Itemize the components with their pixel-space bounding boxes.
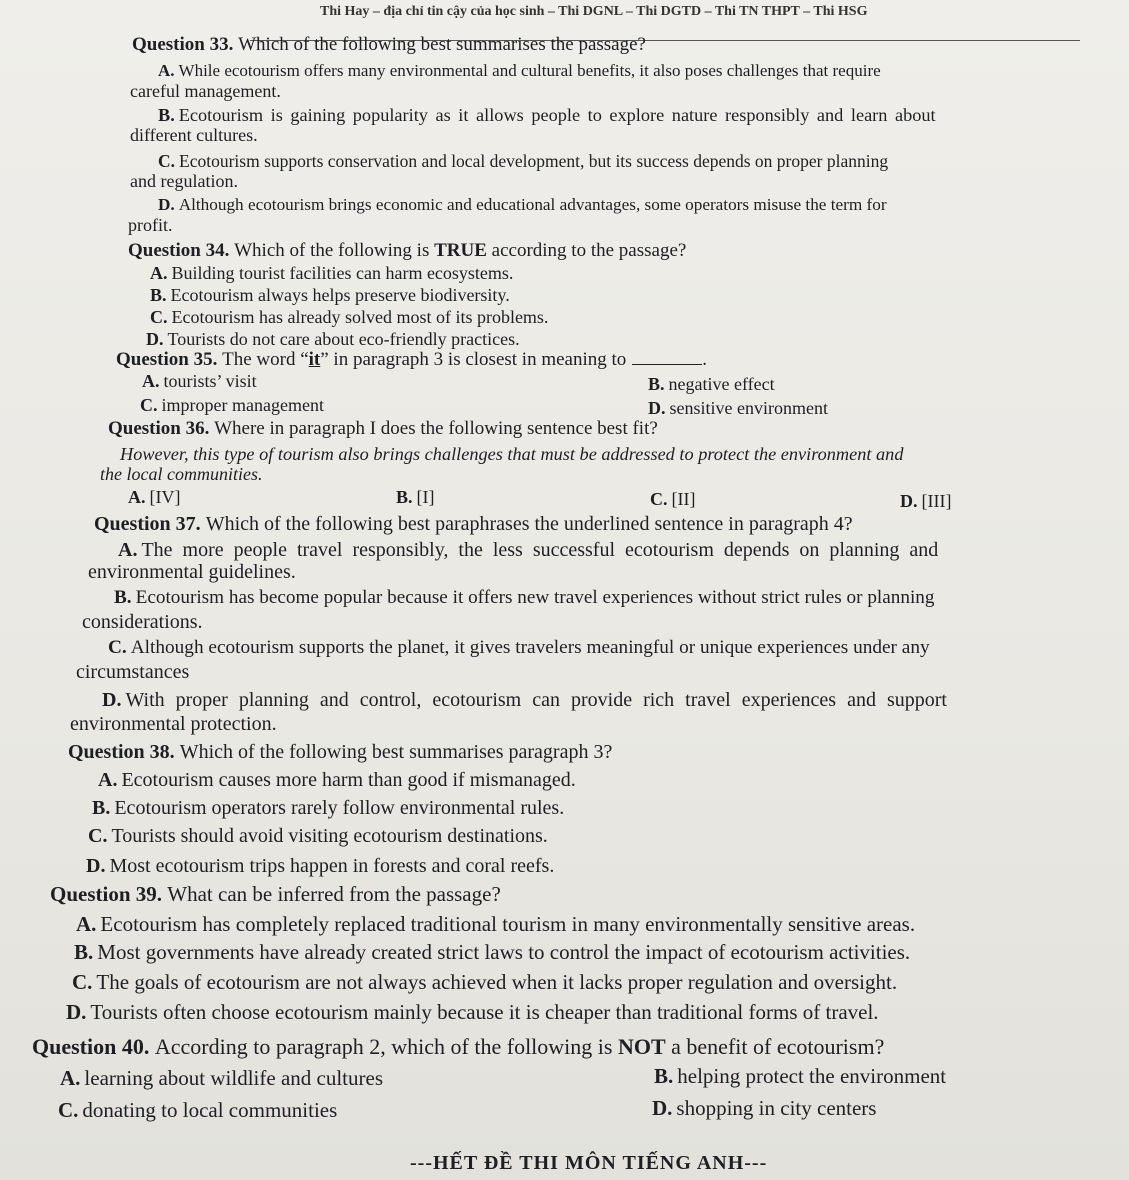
option-39d: D. Tourists often choose ecotourism mainly because it is cheaper than traditional forms of travel.	[66, 1000, 879, 1024]
option-33d-cont: profit.	[128, 215, 173, 235]
question-text: Where in paragraph I does the following sentence best fit?	[214, 418, 658, 439]
option-36d: D. [III]	[900, 491, 952, 511]
question-label: Question 40.	[32, 1034, 150, 1059]
option-33b: B. Ecotourism is gaining popularity as it allows people to explore nature responsibly and learn about	[158, 105, 936, 125]
question-34: Question 34. Which of the following is TRUE according to the passage?	[128, 240, 687, 261]
option-40b: B. helping protect the environment	[654, 1064, 947, 1088]
option-38d: D. Most ecotourism trips happen in forests and coral reefs.	[86, 855, 555, 877]
question-33	[132, 34, 646, 56]
option-35a: A. tourists’ visit	[142, 371, 257, 391]
option-40a: A. learning about wildlife and cultures	[60, 1066, 383, 1090]
question-40: Question 40. According to paragraph 2, which of the following is NOT a benefit of ecotourism?	[32, 1034, 885, 1059]
option-35b: B. negative effect	[648, 374, 775, 394]
option-37b-cont: considerations.	[82, 611, 203, 633]
option-38a: A. Ecotourism causes more harm than good if mismanaged.	[98, 769, 576, 791]
page-header: Thi Hay – địa chỉ tin cậy của học sinh – Thi DGNL – Thi DGTD – Thi TN THPT – Thi HSG	[320, 4, 868, 19]
question-label: Question 38.	[68, 741, 175, 763]
option-37a: A. The more people travel responsibly, the less successful ecotourism depends on planning and	[118, 539, 939, 561]
option-33c: C. Ecotourism supports conservation and local development, but its success depends on proper planning	[158, 151, 889, 171]
option-33a-cont: careful management.	[130, 81, 281, 101]
answer-blank	[632, 348, 702, 365]
option-33c-cont: and regulation.	[130, 171, 238, 191]
question-label: Question 36.	[108, 418, 210, 439]
question-text: Which of the following best paraphrases the underlined sentence in paragraph 4?	[205, 513, 853, 535]
option-40c: C. donating to local communities	[58, 1098, 338, 1122]
option-40d: D. shopping in city centers	[652, 1096, 877, 1120]
question-label: Question 34.	[128, 240, 230, 261]
question-text: What can be inferred from the passage?	[167, 882, 501, 906]
option-35d: D. sensitive environment	[648, 398, 828, 418]
option-37d-cont: environmental protection.	[70, 713, 277, 735]
option-39a: A. Ecotourism has completely replaced traditional tourism in many environmentally sensitive areas.	[76, 912, 916, 936]
option-37c: C. Although ecotourism supports the planet, it gives travelers meaningful or unique experiences under any	[108, 637, 930, 658]
question-36	[108, 418, 658, 440]
option-36b: B. [I]	[396, 487, 435, 507]
option-33d: D. Although ecotourism brings economic and educational advantages, some operators misuse the term for	[158, 195, 887, 214]
option-36a: A. [IV]	[128, 487, 181, 507]
question-38	[68, 740, 612, 764]
inserted-sentence: However, this type of tourism also brings challenges that must be addressed to protect the environment and	[120, 444, 904, 464]
option-34b: B. Ecotourism always helps preserve biodiversity.	[150, 285, 510, 305]
option-34c: C. Ecotourism has already solved most of its problems.	[150, 307, 549, 327]
option-35c: C. improper management	[140, 395, 324, 415]
option-37c-cont: circumstances	[76, 661, 190, 683]
option-39c: C. The goals of ecotourism are not always achieved when it lacks proper regulation and oversight.	[72, 970, 898, 994]
option-33b-cont: different cultures.	[130, 125, 258, 145]
option-37b: B. Ecotourism has become popular because it offers new travel experiences without strict rules or planning	[114, 587, 935, 608]
option-33a: A. While ecotourism offers many environmental and cultural benefits, it also poses challenges that require	[158, 61, 881, 80]
question-label: Question 39.	[50, 882, 163, 906]
option-36c: C. [II]	[650, 489, 696, 509]
question-39	[50, 882, 501, 907]
question-label: Question 35.	[116, 349, 218, 370]
option-34d: D. Tourists do not care about eco-friendly practices.	[146, 329, 520, 349]
question-text: Which of the following best summarises the passage?	[238, 34, 646, 55]
question-37	[94, 512, 853, 536]
exam-end-footer: ---HẾT ĐỀ THI MÔN TIẾNG ANH---	[410, 1152, 768, 1174]
option-37d: D. With proper planning and control, ecotourism can provide rich travel experiences and support	[102, 689, 947, 711]
option-38c: C. Tourists should avoid visiting ecotourism destinations.	[88, 825, 548, 847]
inserted-sentence-cont: the local communities.	[100, 464, 263, 484]
option-39b: B. Most governments have already created strict laws to control the impact of ecotourism activities.	[74, 940, 911, 964]
option-37a-cont: environmental guidelines.	[88, 561, 296, 583]
question-label: Question 37.	[94, 513, 201, 535]
option-34a: A. Building tourist facilities can harm ecosystems.	[150, 263, 514, 283]
question-label: Question 33.	[132, 34, 234, 55]
option-38b: B. Ecotourism operators rarely follow environmental rules.	[92, 797, 565, 819]
question-text: Which of the following best summarises paragraph 3?	[179, 741, 613, 763]
question-35: Question 35. The word “it” in paragraph 3 is closest in meaning to .	[116, 349, 708, 370]
